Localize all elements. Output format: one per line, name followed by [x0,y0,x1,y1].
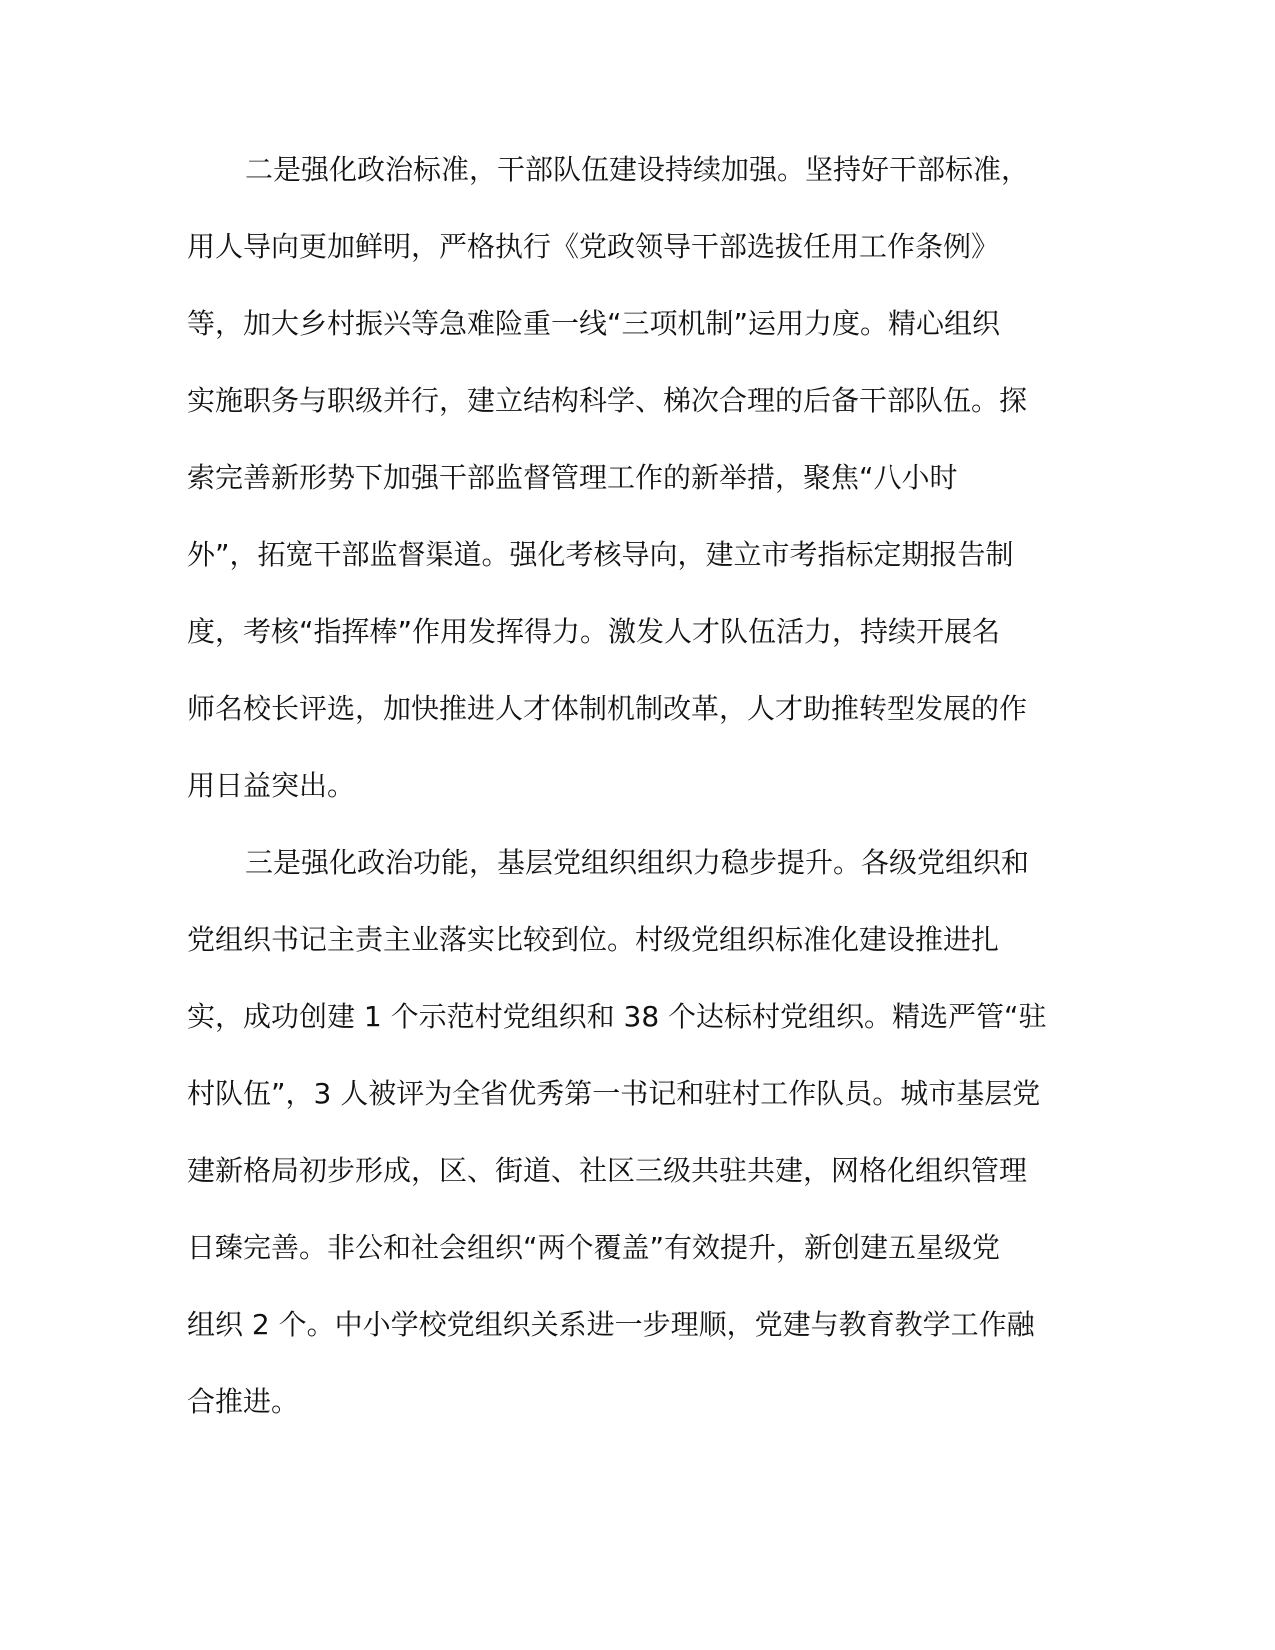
text-line: 师名校长评选，加快推进人才体制机制改革，人才助推转型发展的作 [187,692,1028,725]
text-line: 实施职务与职级并行，建立结构科学、梯次合理的后备干部队伍。探 [187,384,1028,417]
text-line: 合推进。 [187,1385,300,1418]
text-line: 等，加大乡村振兴等急难险重一线“三项机制”运用力度。精心组织 [187,307,1001,340]
text-line: 日臻完善。非公和社会组织“两个覆盖”有效提升，新创建五星级党 [187,1231,1001,1264]
text-line: 实，成功创建 1 个示范村党组织和 38 个达标村党组织。精选严管“驻 [187,1000,1047,1033]
text-line: 组织 2 个。中小学校党组织关系进一步理顺，党建与教育教学工作融 [187,1308,1035,1341]
text-line: 二是强化政治标准，干部队伍建设持续加强。坚持好干部标准， [245,153,1030,186]
text-line: 用人导向更加鲜明，严格执行《党政领导干部选拔任用工作条例》 [187,230,1000,263]
text-line: 三是强化政治功能，基层党组织组织力稳步提升。各级党组织和 [245,846,1030,879]
text-line: 党组织书记主责主业落实比较到位。村级党组织标准化建设推进扎 [187,923,1000,956]
paragraph-grassroots-organization [187,833,1087,1449]
text-line: 用日益突出。 [187,769,356,802]
document-body [187,140,1087,1449]
text-line: 外”，拓宽干部监督渠道。强化考核导向，建立市考指标定期报告制 [187,538,1014,571]
text-line: 村队伍”，3 人被评为全省优秀第一书记和驻村工作队员。城市基层党 [187,1077,1041,1110]
text-line: 建新格局初步形成，区、街道、社区三级共驻共建，网格化组织管理 [187,1154,1028,1187]
text-line: 索完善新形势下加强干部监督管理工作的新举措，聚焦“八小时 [187,461,958,494]
text-line: 度，考核“指挥棒”作用发挥得力。激发人才队伍活力，持续开展名 [187,615,1001,648]
paragraph-cadre-team [187,140,1087,833]
